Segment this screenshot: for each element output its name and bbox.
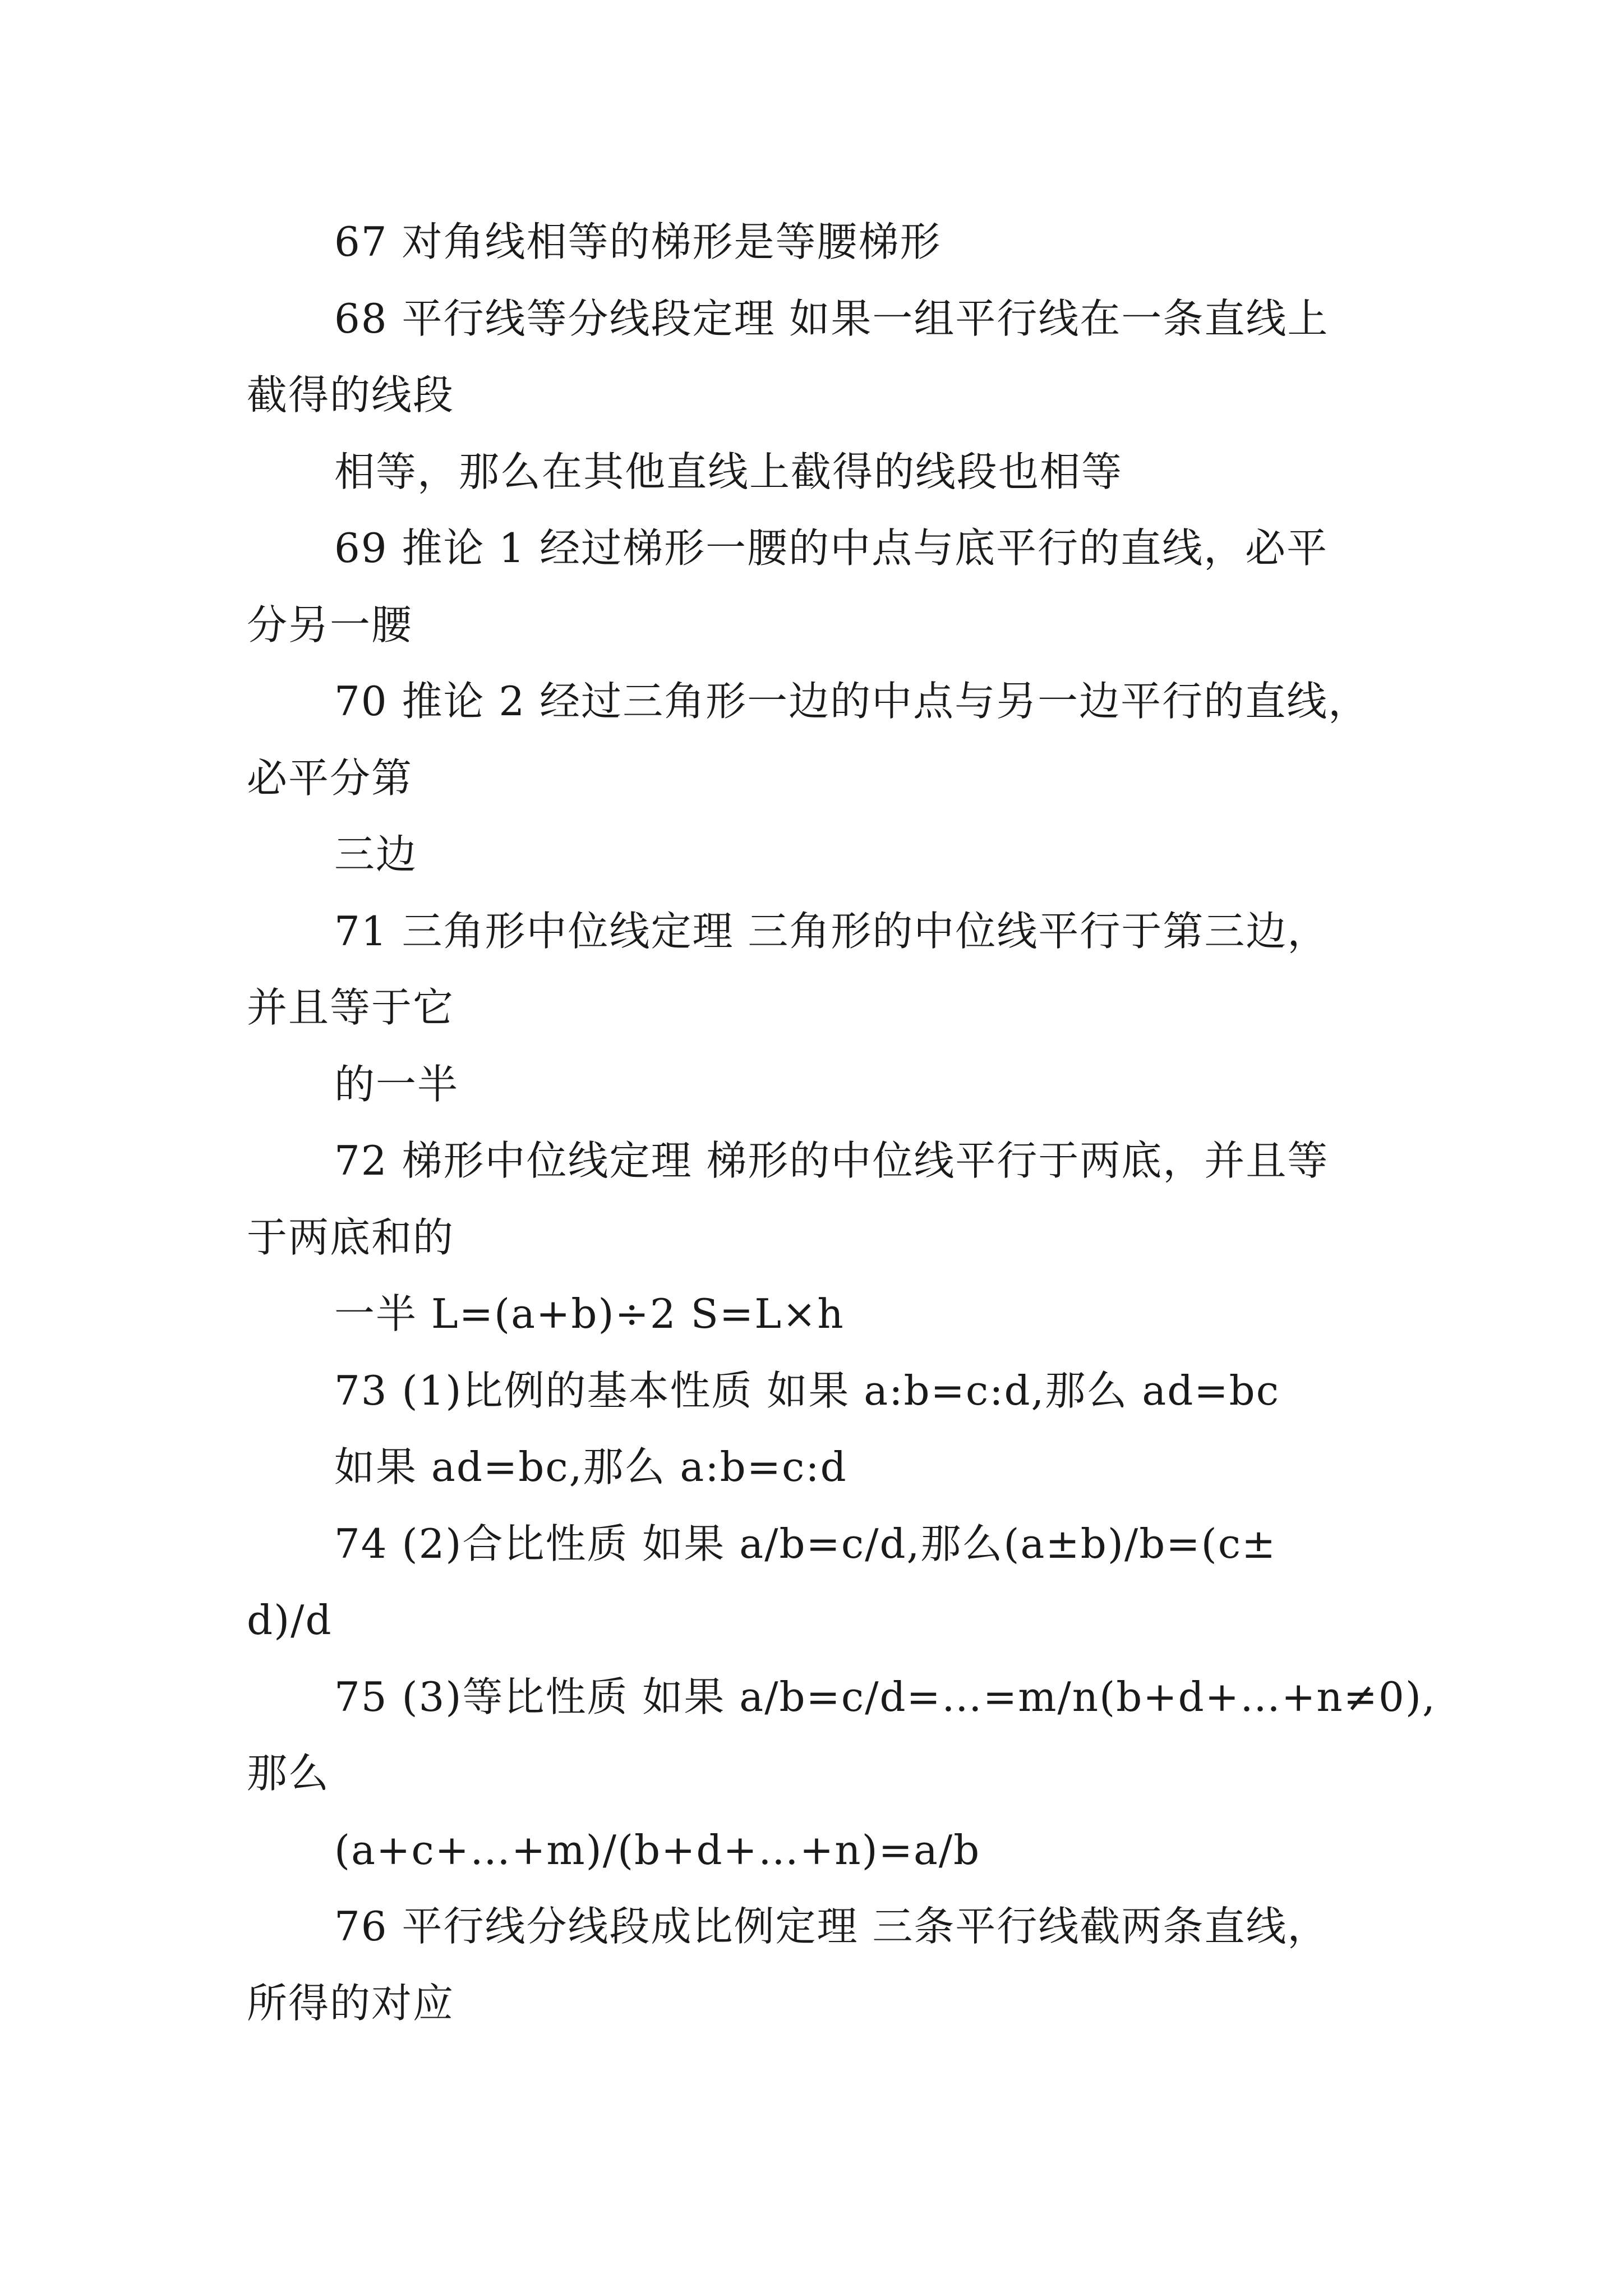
text-line: 73 (1)比例的基本性质 如果 a:b=c:d,那么 ad=bc <box>334 1367 1280 1414</box>
text-line: 相等，那么在其他直线上截得的线段也相等 <box>334 448 1123 495</box>
text-line: 67 对角线相等的梯形是等腰梯形 <box>334 218 942 265</box>
text-line: 分另一腰 <box>247 601 413 648</box>
text-line: 74 (2)合比性质 如果 a/b=c/d,那么(a±b)/b=(c± <box>334 1520 1277 1567</box>
text-line: 截得的线段 <box>247 371 455 418</box>
text-line: 必平分第 <box>247 754 413 802</box>
text-line: 的一半 <box>334 1061 459 1108</box>
text-line: 69 推论 1 经过梯形一腰的中点与底平行的直线，必平 <box>334 524 1329 572</box>
text-line: 如果 ad=bc,那么 a:b=c:d <box>334 1443 847 1490</box>
text-line: 71 三角形中位线定理 三角形的中位线平行于第三边， <box>334 908 1329 955</box>
text-line: 并且等于它 <box>247 984 455 1031</box>
text-line: 72 梯形中位线定理 梯形的中位线平行于两底，并且等 <box>334 1137 1329 1184</box>
text-line: 70 推论 2 经过三角形一边的中点与另一边平行的直线， <box>334 678 1370 725</box>
text-line: 68 平行线等分线段定理 如果一组平行线在一条直线上 <box>334 295 1329 342</box>
text-line: 那么 <box>247 1750 330 1797</box>
text-line: 一半 L=(a+b)÷2 S=L×h <box>334 1290 845 1337</box>
text-line: (a+c+…+m)/(b+d+…+n)=a/b <box>334 1826 981 1874</box>
text-line: 于两底和的 <box>247 1214 455 1261</box>
text-line: 75 (3)等比性质 如果 a/b=c/d=…=m/n(b+d+…+n≠0), <box>334 1673 1436 1720</box>
text-line: d)/d <box>247 1596 333 1644</box>
text-line: 三边 <box>334 831 418 878</box>
text-line: 所得的对应 <box>247 1980 455 2027</box>
text-line: 76 平行线分线段成比例定理 三条平行线截两条直线， <box>334 1903 1329 1950</box>
